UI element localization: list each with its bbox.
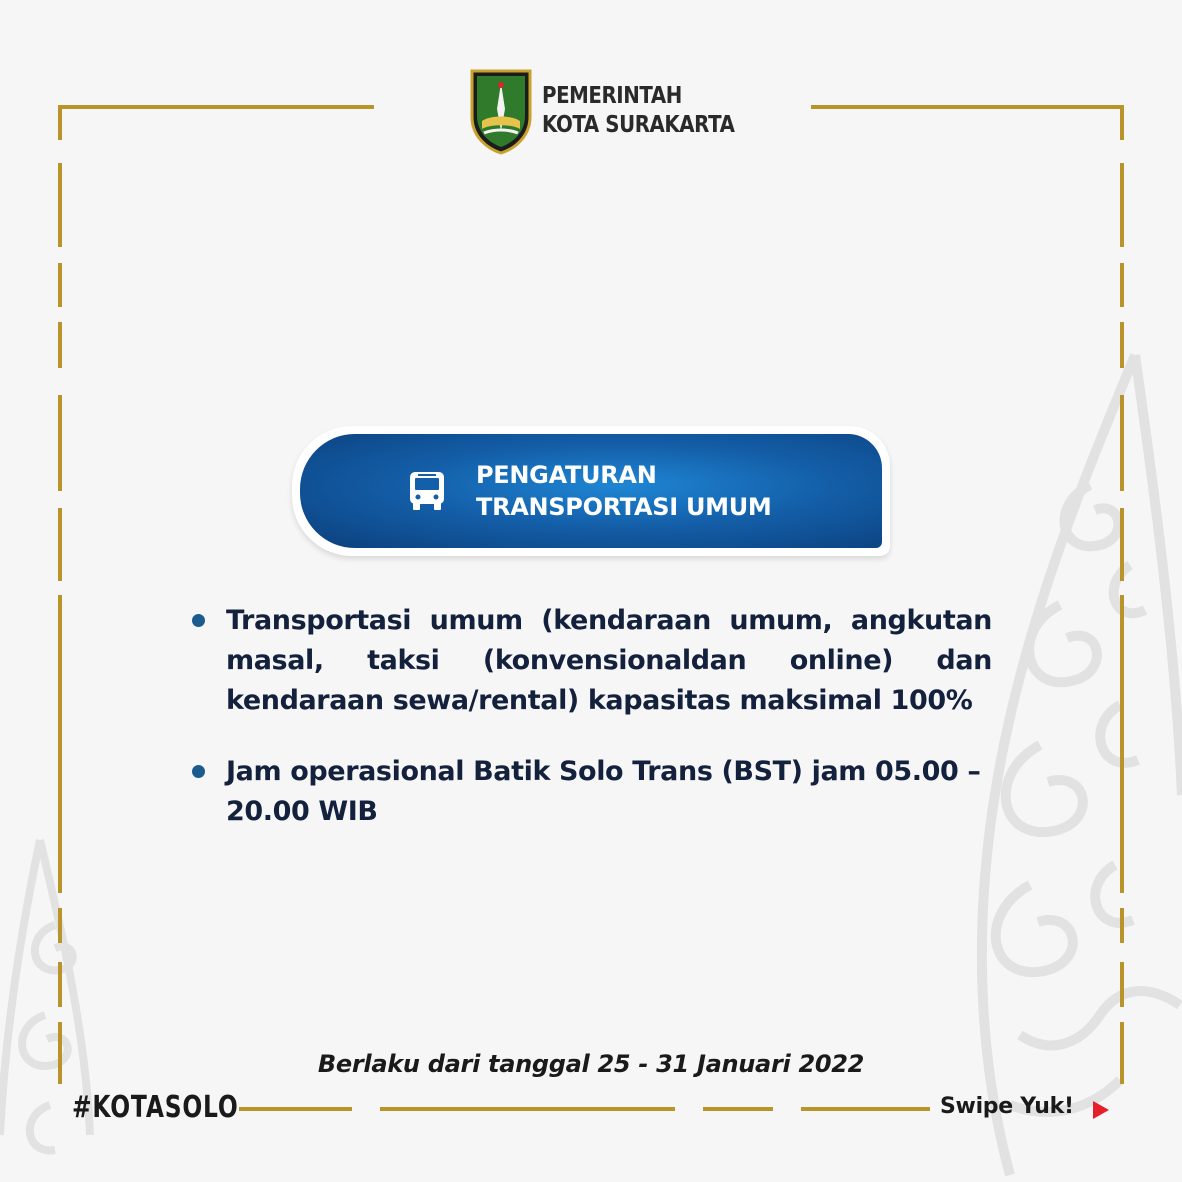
frame-left-dash bbox=[58, 163, 62, 247]
play-arrow-icon[interactable] bbox=[1093, 1101, 1109, 1119]
frame-bottom-dash bbox=[801, 1107, 930, 1111]
frame-right-dash bbox=[1120, 508, 1124, 581]
frame-left-dash bbox=[58, 595, 62, 893]
banner-title bbox=[476, 459, 772, 523]
frame-left-dash bbox=[58, 508, 62, 581]
frame-bottom-dash bbox=[380, 1107, 675, 1111]
validity-date: Berlaku dari tanggal 25 - 31 Januari 2022 bbox=[317, 1050, 865, 1078]
frame-right-dash bbox=[1120, 163, 1124, 247]
logo-line2: KOTA SURAKARTA bbox=[542, 112, 735, 138]
bullet-dot bbox=[192, 614, 205, 627]
frame-left-dash bbox=[58, 962, 62, 1007]
list-item: Jam operasional Batik Solo Trans (BST) jam 05.00 – 20.00 WIB bbox=[226, 756, 981, 827]
wayang-ornament-left bbox=[0, 835, 95, 1182]
frame-right-dash bbox=[1120, 595, 1124, 893]
hashtag: #KOTASOLO bbox=[72, 1090, 239, 1125]
frame-right-dash bbox=[1120, 322, 1124, 368]
frame-right-dash bbox=[1120, 105, 1124, 140]
logo-text bbox=[542, 82, 734, 140]
bullet-dot bbox=[192, 765, 205, 778]
frame-top-right bbox=[811, 105, 1124, 109]
frame-left-dash bbox=[58, 322, 62, 368]
list-item: Transportasi umum (kendaraan umum, angkutan masal, taksi (konvensionaldan online) dan kendaraan sewa/rental) kapasitas maksimal 100% bbox=[226, 605, 992, 716]
frame-left-dash bbox=[58, 263, 62, 307]
frame-left-dash bbox=[58, 105, 62, 140]
swipe-label[interactable]: Swipe Yuk! bbox=[940, 1094, 1074, 1119]
bus-icon bbox=[408, 470, 446, 512]
frame-right-dash bbox=[1120, 395, 1124, 491]
frame-bottom-dash bbox=[703, 1107, 773, 1111]
frame-top-left bbox=[58, 105, 374, 109]
frame-left-dash bbox=[58, 908, 62, 943]
frame-left-dash bbox=[58, 395, 62, 491]
logo-line1: PEMERINTAH bbox=[542, 83, 682, 109]
frame-right-dash bbox=[1120, 962, 1124, 1007]
banner-title-line1: PENGATURAN bbox=[476, 461, 657, 489]
frame-right-dash bbox=[1120, 263, 1124, 307]
banner-title-line2: TRANSPORTASI UMUM bbox=[476, 493, 772, 521]
frame-bottom-dash bbox=[239, 1107, 352, 1111]
frame-right-dash bbox=[1120, 908, 1124, 943]
surakarta-coat-of-arms-icon bbox=[470, 69, 532, 155]
